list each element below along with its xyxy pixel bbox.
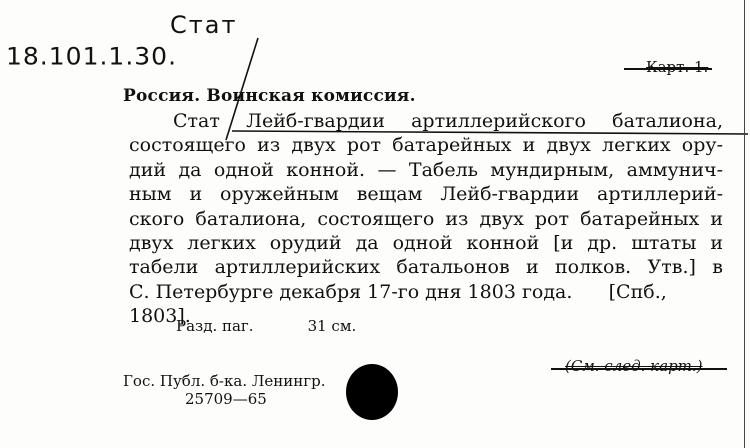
body-line: Стат Лейб-гвардии артиллерийского баталиона, xyxy=(173,110,723,132)
body-line: С. Петербурге декабря 17-го дня 1803 года. [Спб., xyxy=(129,280,667,303)
call-number: 18.101.1.30. xyxy=(6,42,178,71)
body-line: ным и оружейным вещам Лейб-гвардии артиллерий- xyxy=(129,183,723,206)
body-line: состоящего из двух рот батарейных и двух легких ору- xyxy=(129,134,723,157)
size-note: 31 см. xyxy=(307,317,357,335)
library-stamp xyxy=(123,372,325,408)
body-line: двух легких орудий да одной конной [и др. штаты и xyxy=(129,232,723,255)
card-edge xyxy=(744,0,750,448)
pagination-note: Разд. паг. xyxy=(176,317,254,335)
punch-hole xyxy=(346,364,398,420)
card-heading: Россия. Воинская комиссия. xyxy=(123,86,416,106)
body-line: ского баталиона, состоящего из двух рот батарейных и xyxy=(129,207,723,230)
body-line: табели артиллерийских батальонов и полков. Утв.] в xyxy=(129,256,723,279)
card-body xyxy=(129,109,723,329)
inventory-number: 25709—65 xyxy=(185,390,267,408)
library-name: Гос. Публ. б-ка. Ленингр. xyxy=(123,372,326,390)
see-next-card-note: (См. след. карт.) xyxy=(565,357,703,375)
body-line: 1803]. xyxy=(129,305,191,328)
handwritten-mark: Стат xyxy=(170,11,238,39)
physical-details xyxy=(176,317,356,335)
body-line: дий да одной конной. — Табель мундирным, аммунич- xyxy=(129,158,723,181)
card-number: Карт. 1. xyxy=(646,58,709,76)
